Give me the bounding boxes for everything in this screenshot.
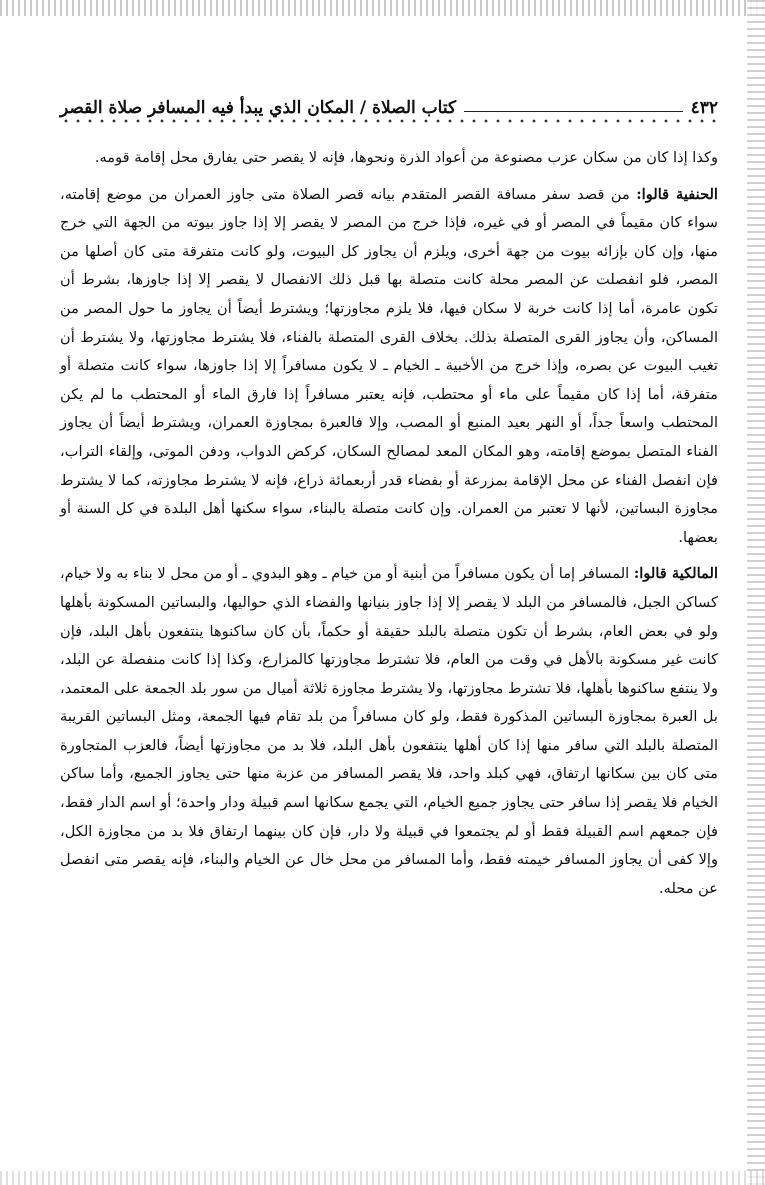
running-title: كتاب الصلاة / المكان الذي يبدأ فيه المسافر صلاة القصر — [60, 98, 457, 118]
paragraph-text: المسافر إما أن يكون مسافراً من أبنية أو من خيام ـ وهو البدوي ـ أو من محل لا بناء به ولا خيام، كساكن الجبل، فالمسافر من البلد لا يقصر إلا إذا جاوز بنيانها والفضاء الذي حواليها، والبساتين المسكونة بأهلها ولو في بعض العام، بشرط أن تكون متصلة بالبلد حقيقة أو حكماً، بأن كان ساكنوها ينتفعون بأهل البلد، فإن كانت غير مسكونة بالأهل في وقت من العام، فلا تشترط مجاوزتها كالمزارع، وكذا إذا كانت منفصلة عن البلد، ولا ينتفع ساكنوها بأهلها، فلا تشترط مجاوزتها، ولا يشترط مجاوزة ثلاثة أميال من سور بلد الجمعة على المعتمد، بل العبرة بمجاوزة البساتين المذكورة فقط، ولو كان مسافراً من بلد تقام فيها الجمعة، ومثل البساتين القريبة المتصلة بالبلد التي سافر منها إذا كان أهلها ينتفعون بأهل البلد، فلا بد من مجاوزتها أيضاً، فالعزب المتجاورة متى كان بين سكانها ارتفاق، فهي كبلد واحد، فلا يقصر المسافر من عزبة منها حتى يجاوز الجميع، وأما ساكن الخيام فلا يقصر إذا سافر حتى يجاوز جميع الخيام، التي يجمع سكانها اسم قبيلة ودار واحدة؛ أو اسم الدار فقط، فإن جمعهم اسم القبيلة فقط أو لم يجتمعوا في قبيلة ولا دار، فإن كان بينهما ارتفاق فلا بد من مجاوزة الكل، وإلا كفى أن يجاوز المسافر خيمته فقط، وأما المسافر من محل خال عن الخيام والبناء، فإنه يقصر متى انفصل عن محله. — [60, 565, 719, 897]
paragraph-lead: الحنفية قالوا: — [636, 185, 718, 203]
paragraph-text: وكذا إذا كان من سكان عزب مصنوعة من أعواد الذرة ونحوها، فإنه لا يقصر حتى يفارق محل إقامة قومه. — [94, 149, 718, 166]
ornamental-border-right — [747, 0, 765, 1185]
ornamental-border-top — [0, 0, 765, 16]
paragraph-hanafi — [60, 181, 718, 553]
ornamental-border-bottom — [0, 1171, 765, 1185]
body-text — [60, 144, 718, 903]
dotted-separator — [60, 118, 718, 124]
page-number: ٤٣٢ — [690, 98, 718, 118]
paragraph — [60, 144, 718, 173]
header-rule — [464, 111, 683, 112]
paragraph-text: من قصد سفر مسافة القصر المتقدم بيانه قصر الصلاة متى جاوز العمران من موضع إقامته، سواء كان مقيماً في المصر أو في غيره، فإذا خرج من المصر لا يقصر إلا إذا جاوز بيوته من الجهة التي خرج منها، وإن كان بإزائه بيوت من جهة أخرى، ويلزم أن يجاوز كل البيوت، ولو كانت متفرقة متى كان أصلها من المصر، فلو انفصلت عن المصر محلة كانت متصلة بها قبل ذلك الانفصال لا يقصر إلا إذا جاوزها، بشرط أن تكون عامرة، أما إذا كانت خربة لا سكان فيها، فلا يلزم مجاوزتها؛ ويشترط أيضاً أن يجاوز ما حول المصر من المساكن، وأن يجاوز القرى المتصلة بذلك. بخلاف القرى المتصلة بالفناء، فلا يشترط مجاوزتها، ولا يشترط أن تغيب البيوت عن بصره، وإذا خرج من الأخبية ـ الخيام ـ لا يكون مسافراً إلا إذا جاوزها، سواء كانت متصلة أو متفرقة، أما إذا كان مقيماً على ماء أو محتطب، فإنه يعتبر مسافراً إذا فارق الماء أو المحتطب ما لم يكن المحتطب واسعاً جداً، أو النهر بعيد المنبع أو المصب، وإلا فالعبرة بمجاوزة العمران، ويشترط أيضاً أن يجاوز الفناء المتصل بموضع إقامته، وهو المكان المعد لمصالح السكان، كركض الدواب، ودفن الموتى، وإلقاء التراب، فإن انفصل الفناء عن محل الإقامة بمزرعة أو بفضاء قدر أربعمائة ذراع، فإنه لا يشترط مجاوزته، كما لا يشترط مجاوزة البساتين، لأنها لا تعتبر من العمران. وإن كانت متصلة بالبناء، سواء سكنها أهل البلدة في كل السنة أو بعضها. — [60, 185, 718, 546]
paragraph-lead: المالكية قالوا: — [633, 565, 718, 583]
paragraph-maliki — [60, 560, 718, 903]
page-header — [60, 88, 718, 118]
